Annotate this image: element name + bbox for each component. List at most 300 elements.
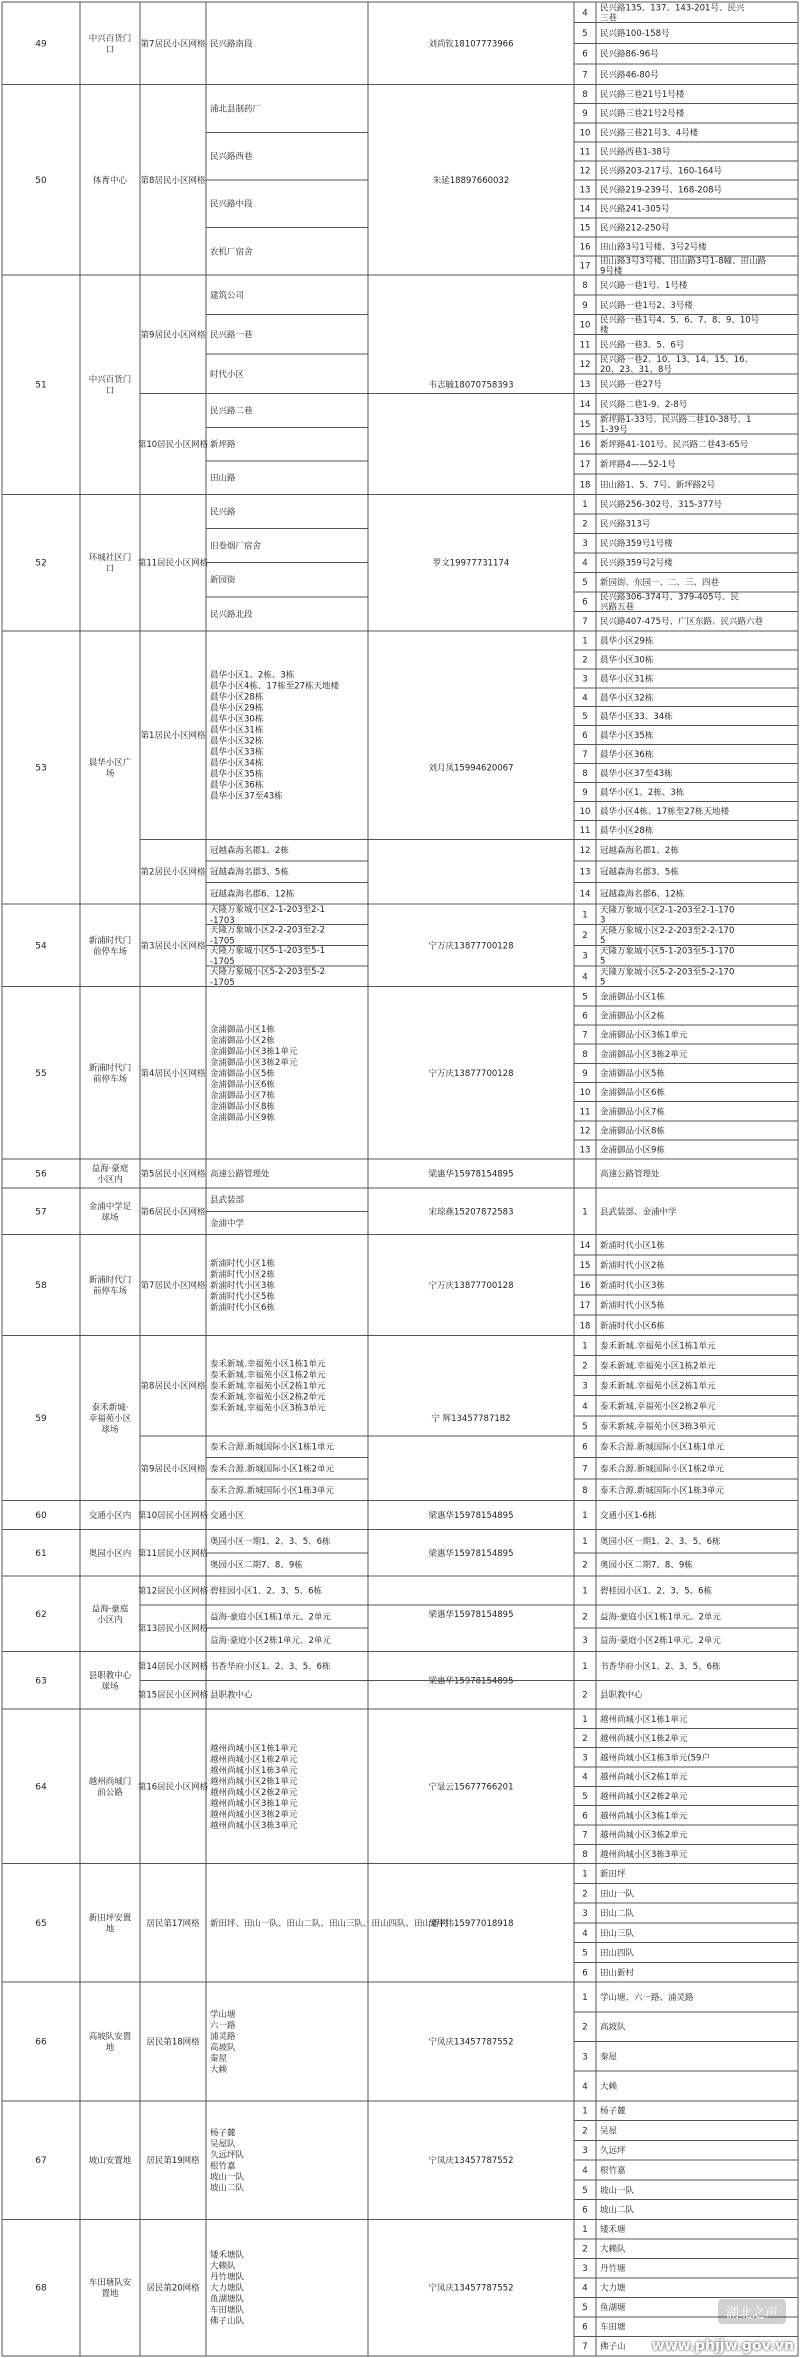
item-address: 新浦时代小区2栋 — [600, 1260, 665, 1271]
area-name: 新浦时代小区5栋 — [210, 1292, 275, 1303]
item-address: 高速公路管理处 — [600, 1169, 660, 1180]
grid-name: 第6居民小区网格 — [140, 1207, 206, 1218]
area-name: 金浦中学 — [210, 1219, 245, 1230]
area-name: 金浦御品小区3栋1单元 — [210, 1046, 298, 1057]
item-address: 5 — [600, 977, 606, 988]
watermark-account: 湖北之声 — [718, 2299, 786, 2324]
row-number: 67 — [35, 2156, 47, 2167]
item-number: 2 — [582, 1734, 588, 1745]
contact-person: 宁显云15677766201 — [428, 1782, 514, 1793]
area-name: 天隆万象城小区5-1-203至5-1 — [210, 946, 326, 957]
item-number: 3 — [582, 1635, 588, 1646]
area-name: 天隆万象城小区2-2-203至2-2 — [210, 925, 326, 936]
item-address: 天隆万象城小区2-2-203至2-2-170 — [600, 926, 735, 937]
area-name: 越州尚城小区3栋2单元 — [210, 1809, 298, 1820]
area-name: 金浦御品小区3栋2单元 — [210, 1057, 298, 1068]
item-number: 4 — [582, 1401, 588, 1412]
gathering-point: 体育中心 — [92, 175, 128, 186]
area-name: 农机厂宿舍 — [210, 247, 253, 258]
area-name: 新浦时代小区2栋 — [210, 1270, 275, 1281]
row-number: 63 — [35, 1676, 47, 1687]
item-address: 久远坪 — [600, 2146, 626, 2157]
gathering-point: 置地 — [101, 2289, 119, 2300]
gathering-point: 前停车场 — [92, 946, 128, 957]
item-address: 晨华小区37至43栋 — [600, 769, 673, 780]
item-number: 10 — [579, 1088, 591, 1099]
item-number: 1 — [582, 1207, 588, 1218]
item-number: 11 — [579, 147, 591, 158]
item-address: 越州尚城小区3栋2单元 — [600, 1830, 688, 1841]
gathering-point: 口 — [105, 386, 115, 397]
item-number: 6 — [582, 1811, 588, 1822]
item-number: 2 — [582, 2244, 588, 2255]
row-number: 50 — [35, 175, 47, 186]
item-number: 3 — [582, 2146, 588, 2157]
item-address: 田山新村 — [600, 1968, 635, 1979]
item-address: 越州尚城小区1栋1单元 — [600, 1714, 688, 1725]
item-address: 碧桂园小区1、2、3、5、6栋 — [600, 1586, 713, 1597]
area-name: 时代小区 — [210, 369, 245, 380]
item-number: 9 — [582, 788, 588, 799]
item-address: 晨华小区29栋 — [600, 636, 654, 647]
item-number: 2 — [582, 931, 588, 942]
gathering-point: 口 — [105, 564, 115, 575]
area-name: 奥园小区一期1、2、3、5、6栋 — [210, 1537, 331, 1548]
area-name: 越州尚城小区2栋2单元 — [210, 1787, 298, 1798]
gathering-point: 地 — [105, 2043, 115, 2054]
item-address: 民兴路一巷3、5、6号 — [600, 340, 685, 351]
area-name: 晨华小区33栋 — [210, 747, 264, 758]
grid-name: 第14居民小区网格 — [137, 1661, 209, 1672]
contact-person: 梁惠华15978154895 — [428, 1609, 514, 1620]
area-name: 泰禾合源.新城国际小区1栋2单元 — [210, 1464, 335, 1475]
item-number: 10 — [579, 320, 591, 331]
item-number: 1 — [582, 1537, 588, 1548]
item-address: 田山二队 — [600, 1909, 635, 1920]
item-number: 14 — [579, 889, 591, 900]
item-address: 矮禾塘 — [600, 2225, 626, 2236]
contact-person: 宁 辉13457787182 — [431, 1413, 511, 1424]
item-address: 民兴路一巷27号 — [600, 379, 662, 390]
item-address: 泰禾新城.幸福苑小区3栋3单元 — [600, 1421, 716, 1432]
contact-person: 梁惠华15978154895 — [428, 1169, 514, 1180]
item-address: 大力塘 — [600, 2283, 626, 2294]
item-address: 民兴路203-217号、160-164号 — [600, 166, 723, 177]
item-address: 天隆万象城小区2-1-203至2-1-170 — [600, 905, 735, 916]
area-name: 冠越森海名郡3、5栋 — [210, 867, 289, 878]
item-number: 1 — [582, 636, 588, 647]
area-name: 晨华小区28栋 — [210, 692, 264, 703]
contact-person: 韦志毓18070758393 — [428, 380, 514, 391]
item-number: 1 — [582, 1661, 588, 1672]
item-address: 学山塘、六一路、浦灵路 — [600, 1993, 694, 2004]
grid-name: 居民第17网格 — [146, 1918, 200, 1929]
area-name: 泰禾新城.幸福苑小区2栋1单元 — [210, 1381, 326, 1392]
gathering-point: 越州尚城门 — [88, 1776, 132, 1787]
row-number: 53 — [35, 763, 47, 774]
item-address: 金浦御品小区8栋 — [600, 1126, 665, 1137]
gathering-point: 中兴百货门 — [88, 33, 132, 44]
item-address: 5 — [600, 956, 606, 967]
area-name: 新田坪、田山一队、田山二队、田山三队、田山四队、田山新村 — [210, 1918, 449, 1929]
item-number: 4 — [582, 693, 588, 704]
area-name: 越州尚城小区1栋1单元 — [210, 1743, 298, 1754]
grid-name: 第10居民小区网格 — [137, 440, 209, 451]
contact-person: 吴甲伟15977018918 — [428, 1918, 514, 1929]
area-name: 民兴路二巷 — [210, 406, 253, 417]
item-address: 金浦御品小区3栋1单元 — [600, 1030, 688, 1041]
gathering-point: 前停车场 — [92, 1286, 128, 1297]
gathering-point: 晨华小区广 — [88, 757, 132, 768]
item-address: 民兴路359号2号楼 — [600, 558, 673, 569]
gathering-point: 小区内 — [97, 1615, 123, 1626]
item-number: 2 — [582, 1889, 588, 1900]
area-name: 冠越森海名郡6、12栋 — [210, 889, 295, 900]
item-address: 吴屋 — [600, 2126, 618, 2137]
area-name: 金浦御品小区1栋 — [210, 1024, 275, 1035]
gathering-point: 地 — [105, 1924, 115, 1935]
item-address: 泰禾合源.新城国际小区1栋2单元 — [600, 1464, 725, 1475]
area-name: 金浦御品小区8栋 — [210, 1101, 275, 1112]
item-number: 7 — [582, 750, 588, 761]
row-number: 61 — [35, 1548, 47, 1559]
item-number: 8 — [582, 769, 588, 780]
item-address: 益海·豪庭小区2栋1单元、2单元 — [600, 1635, 721, 1646]
area-name: 晨华小区1、2栋、3栋 — [210, 670, 295, 681]
item-address: 民兴路359号1号楼 — [600, 539, 673, 550]
item-address: 晨华小区30栋 — [600, 655, 654, 666]
item-number: 8 — [582, 1049, 588, 1060]
item-number: 2 — [582, 519, 588, 530]
item-address: 田山三队 — [600, 1928, 635, 1939]
row-number: 55 — [35, 1068, 47, 1079]
area-name: -1705 — [210, 957, 235, 968]
area-name: 泰禾新城.幸福苑小区3栋3单元 — [210, 1403, 326, 1414]
row-number: 62 — [35, 1609, 47, 1620]
gathering-point: 中兴百货门 — [88, 375, 132, 386]
area-name: 民兴路 — [210, 507, 236, 518]
gathering-point: 小区内 — [97, 1175, 123, 1186]
area-name: 六一路 — [210, 2021, 236, 2032]
area-name: 晨华小区36栋 — [210, 780, 264, 791]
item-number: 4 — [582, 558, 588, 569]
grid-name: 第15居民小区网格 — [137, 1690, 209, 1701]
item-number: 5 — [582, 578, 588, 589]
item-address: 民兴路三巷21号2号楼 — [600, 109, 685, 120]
gathering-point: 交通小区内 — [88, 1511, 132, 1522]
item-address: 民兴路一巷1号4、5、6、7、8、9、10号 — [600, 315, 760, 326]
item-number: 13 — [579, 1145, 591, 1156]
item-address: 民兴路西巷1-38号 — [600, 147, 671, 158]
item-number: 5 — [582, 28, 588, 39]
gathering-point: 益海·豪庭 — [91, 1604, 129, 1615]
item-address: 9号楼 — [600, 266, 623, 277]
grid-name: 第11居民小区网格 — [137, 558, 209, 569]
item-address: 泰禾合源.新城国际小区1栋3单元 — [600, 1485, 725, 1496]
gathering-point: 新浦时代门 — [88, 1063, 132, 1074]
area-name: 民兴路北段 — [210, 609, 253, 620]
item-number: 7 — [582, 617, 588, 628]
area-name: 益海·豪庭小区2栋1单元、2单元 — [210, 1635, 331, 1646]
item-address: 三巷 — [600, 13, 618, 24]
area-name: 旧卷烟厂宿舍 — [210, 541, 262, 552]
area-name: 金浦御品小区5栋 — [210, 1068, 275, 1079]
item-number: 16 — [579, 440, 591, 451]
contact-person: 宁万庆13877700128 — [428, 941, 514, 952]
item-address: 冠越森海名郡1、2栋 — [600, 846, 679, 857]
grid-name: 第10居民小区网格 — [137, 1511, 209, 1522]
item-address: 天隆万象城小区5-1-203至5-1-170 — [600, 946, 735, 957]
grid-name: 第5居民小区网格 — [140, 1169, 206, 1180]
item-address: 金浦御品小区1栋 — [600, 992, 665, 1003]
row-number: 57 — [35, 1207, 47, 1218]
area-name: 晨华小区31栋 — [210, 725, 264, 736]
item-address: 新浦时代小区6栋 — [600, 1321, 665, 1332]
item-address: 20、23、31、8号 — [600, 365, 672, 376]
area-name: 大赖队 — [210, 2261, 236, 2272]
item-number: 5 — [582, 1948, 588, 1959]
gathering-point: 金浦中学足 — [88, 1201, 132, 1212]
gathering-point: 坡山安置地 — [88, 2156, 132, 2167]
item-number: 3 — [582, 1753, 588, 1764]
area-name: 越州尚城小区2栋1单元 — [210, 1776, 298, 1787]
area-name: 晨华小区34栋 — [210, 758, 264, 769]
contact-person: 朱延18897660032 — [432, 175, 510, 186]
area-name: 坡山二队 — [210, 2183, 245, 2194]
item-number: 2 — [582, 1361, 588, 1372]
item-address: 民兴路86-96号 — [600, 49, 659, 60]
grid-name: 居民第18网格 — [146, 2037, 200, 2048]
item-number: 4 — [582, 2166, 588, 2177]
grid-name: 第9居民小区网格 — [140, 1464, 206, 1475]
area-name: 佛子山队 — [210, 2316, 245, 2327]
item-address: 越州尚城小区1栋2单元 — [600, 1734, 688, 1745]
item-address: 1-39号 — [600, 424, 628, 435]
item-number: 1 — [582, 910, 588, 921]
item-address: 坡山二队 — [600, 2205, 635, 2216]
item-address: 越州尚城小区2栋2单元 — [600, 1792, 688, 1803]
item-address: 秦屋 — [600, 2052, 618, 2063]
item-address: 田山路1、5、7号、新坪路2号 — [600, 480, 716, 491]
item-address: 越州尚城小区1栋3单元(59户 — [600, 1753, 710, 1764]
item-address: 民兴路241-305号 — [600, 204, 670, 215]
item-number: 8 — [582, 90, 588, 101]
item-address: 高坡队 — [600, 2022, 626, 2033]
item-number: 1 — [582, 1869, 588, 1880]
contact-person: 刘尚钦18107773966 — [428, 39, 514, 50]
area-name: 泰禾合源.新城国际小区1栋1单元 — [210, 1442, 335, 1453]
item-address: 越州尚城小区2栋1单元 — [600, 1772, 688, 1783]
contact-person: 梁惠华15978154895 — [428, 1548, 514, 1559]
item-number: 14 — [579, 1240, 591, 1251]
item-address: 金浦御品小区6栋 — [600, 1088, 665, 1099]
area-name: 泰禾新城.幸福苑小区1栋1单元 — [210, 1359, 326, 1370]
area-name: 益海·豪庭小区1栋1单元、2单元 — [210, 1612, 331, 1623]
item-number: 3 — [582, 539, 588, 550]
area-name: 晨华小区37至43栋 — [210, 791, 283, 802]
item-number: 3 — [582, 2264, 588, 2275]
item-address: 晨华小区28栋 — [600, 825, 654, 836]
item-address: 晨华小区4栋、17栋至27栋天地楼 — [600, 806, 730, 817]
area-name: 奥园小区二期7、8、9栋 — [210, 1560, 303, 1571]
item-address: 晨华小区31栋 — [600, 674, 654, 685]
area-name: 新浦时代小区3栋 — [210, 1281, 275, 1292]
area-name: 民兴路南段 — [210, 39, 253, 50]
item-number: 18 — [579, 1321, 591, 1332]
item-number: 2 — [582, 2126, 588, 2137]
item-address: 天隆万象城小区5-2-203至5-2-170 — [600, 967, 735, 978]
item-address: 晨华小区36栋 — [600, 750, 654, 761]
item-number: 15 — [579, 419, 591, 430]
grid-name: 第3居民小区网格 — [140, 941, 206, 952]
area-name: 高速公路管理处 — [210, 1169, 270, 1180]
item-number: 5 — [582, 2185, 588, 2196]
item-number: 4 — [582, 1772, 588, 1783]
item-number: 11 — [579, 825, 591, 836]
area-name: 鱼湖塘队 — [210, 2294, 245, 2305]
item-address: 鱼湖塘 — [600, 2303, 626, 2314]
area-name: 大力塘队 — [210, 2283, 245, 2294]
area-name: 越州尚城小区3栋3单元 — [210, 1820, 298, 1831]
item-number: 2 — [582, 1560, 588, 1571]
item-address: 泰禾新城.幸福苑小区1栋2单元 — [600, 1361, 716, 1372]
gathering-point: 球场 — [101, 1681, 119, 1692]
contact-person: 宁凤庆13457787552 — [428, 2037, 514, 2048]
item-address: 大赖队 — [600, 2244, 626, 2255]
grid-name: 第13居民小区网格 — [137, 1624, 209, 1635]
item-address: 田山四队 — [600, 1948, 635, 1959]
item-address: 越州尚城小区3栋3单元 — [600, 1849, 688, 1860]
item-address: 佛子山 — [600, 2342, 626, 2353]
item-address: 楼 — [600, 325, 609, 336]
item-address: 民兴路100-158号 — [600, 28, 670, 39]
area-name: 田山路 — [210, 473, 236, 484]
item-number: 2 — [582, 2022, 588, 2033]
item-address: 交通小区1-6栋 — [600, 1511, 657, 1522]
item-address: 民兴路46-80号 — [600, 70, 659, 81]
grid-name: 第16居民小区网格 — [137, 1782, 209, 1793]
item-number: 7 — [582, 2342, 588, 2353]
item-number: 2 — [582, 1612, 588, 1623]
item-address: 杨子麓 — [600, 2106, 626, 2117]
item-number: 1 — [582, 2225, 588, 2236]
item-number: 6 — [582, 2205, 588, 2216]
item-number: 16 — [579, 1281, 591, 1292]
area-name: 金浦御品小区6栋 — [210, 1079, 275, 1090]
item-number: 17 — [579, 261, 591, 272]
row-number: 56 — [35, 1169, 47, 1180]
item-address: 新田坪 — [600, 1869, 626, 1880]
contact-person: 梁惠华15978154895 — [428, 1511, 514, 1522]
item-number: 1 — [582, 1511, 588, 1522]
row-number: 59 — [35, 1413, 47, 1424]
area-name: 天隆万象城小区5-2-203至5-2 — [210, 966, 326, 977]
area-name: 新浦时代小区1栋 — [210, 1259, 275, 1270]
item-address: 民兴路一巷1号2、3号楼 — [600, 300, 693, 311]
gathering-point: 益海·豪庭 — [91, 1164, 129, 1175]
item-address: 5 — [600, 936, 606, 947]
item-address: 泰禾新城.幸福苑小区2栋1单元 — [600, 1381, 716, 1392]
item-number: 4 — [582, 8, 588, 19]
item-address: 新浦时代小区1栋 — [600, 1240, 665, 1251]
item-address: 坡山一队 — [600, 2185, 635, 2196]
area-name: 吴屋队 — [210, 2139, 236, 2150]
area-name: 越州尚城小区1栋2单元 — [210, 1754, 298, 1765]
item-address: 丹竹塘 — [600, 2264, 626, 2275]
area-name: 金浦御品小区2栋 — [210, 1035, 275, 1046]
row-number: 65 — [35, 1918, 47, 1929]
area-name: 浦灵路 — [210, 2032, 236, 2043]
area-name: 碧桂园小区1、2、3、5、6栋 — [210, 1586, 323, 1597]
gathering-point: 场 — [105, 768, 115, 779]
item-address: 奥园小区一期1、2、3、5、6栋 — [600, 1537, 721, 1548]
item-number: 5 — [582, 1792, 588, 1803]
gathering-point: 新浦时代门 — [88, 935, 132, 946]
item-address: 新坪路4——52-1号 — [600, 460, 676, 471]
area-name: 浦北县制药厂 — [210, 104, 262, 115]
item-number: 12 — [579, 1126, 591, 1137]
item-address: 新浦时代小区3栋 — [600, 1281, 665, 1292]
grid-name: 居民第20网格 — [146, 2283, 200, 2294]
item-number: 3 — [582, 674, 588, 685]
item-number: 18 — [579, 480, 591, 491]
gathering-point: 球场 — [101, 1212, 119, 1223]
gathering-point: 奥园小区内 — [88, 1548, 132, 1559]
row-number: 68 — [35, 2283, 47, 2294]
area-name: 民兴路西巷 — [210, 152, 253, 163]
area-name: 矮禾塘队 — [210, 2250, 245, 2261]
item-address: 晨华小区35栋 — [600, 731, 654, 742]
gathering-point: 新浦时代门 — [88, 1275, 132, 1286]
item-address: 新浦时代小区5栋 — [600, 1301, 665, 1312]
item-address: 书香华府小区1、2、3、5、6栋 — [600, 1661, 721, 1672]
item-address: 金浦御品小区3栋2单元 — [600, 1049, 688, 1060]
area-name: 大赖 — [210, 2065, 228, 2076]
item-number: 7 — [582, 1030, 588, 1041]
gathering-point: 前停车场 — [92, 1074, 128, 1085]
gathering-point: 新田坪安置 — [88, 1913, 132, 1924]
item-number: 3 — [582, 951, 588, 962]
item-number: 4 — [582, 1928, 588, 1939]
item-number: 15 — [579, 1260, 591, 1271]
contact-person: 宁万庆13877700128 — [428, 1281, 514, 1292]
area-name: 丹竹塘队 — [210, 2272, 245, 2283]
item-address: 晨华小区33、34栋 — [600, 712, 673, 723]
item-number: 8 — [582, 1485, 588, 1496]
area-name: 晨华小区29栋 — [210, 703, 264, 714]
area-name: 泰禾新城.幸福苑小区1栋2单元 — [210, 1370, 326, 1381]
item-number: 16 — [579, 242, 591, 253]
item-address: 县武装部、金浦中学 — [600, 1207, 677, 1218]
area-name: 泰禾合源.新城国际小区1栋3单元 — [210, 1485, 335, 1496]
item-address: 3 — [600, 915, 606, 926]
item-address: 民兴路一巷1号、1号楼 — [600, 281, 688, 292]
item-number: 2 — [582, 655, 588, 666]
item-number: 17 — [579, 1301, 591, 1312]
grid-name: 第8居民小区网格 — [140, 175, 206, 186]
item-number: 6 — [582, 1968, 588, 1979]
area-name: 秦屋 — [210, 2054, 228, 2065]
grid-name: 第9居民小区网格 — [140, 330, 206, 341]
contact-person: 梁惠华15978154895 — [428, 1676, 514, 1687]
item-address: 民兴路135、137、143-201号、民兴 — [600, 3, 745, 14]
item-address: 金浦御品小区5栋 — [600, 1068, 665, 1079]
area-name: 晨华小区32栋 — [210, 736, 264, 747]
row-number: 64 — [35, 1782, 47, 1793]
area-name: 书香华府小区1、2、3、5、6栋 — [210, 1661, 331, 1672]
item-number: 6 — [582, 49, 588, 60]
area-name: 天隆万象城小区2-1-203至2-1 — [210, 904, 326, 915]
